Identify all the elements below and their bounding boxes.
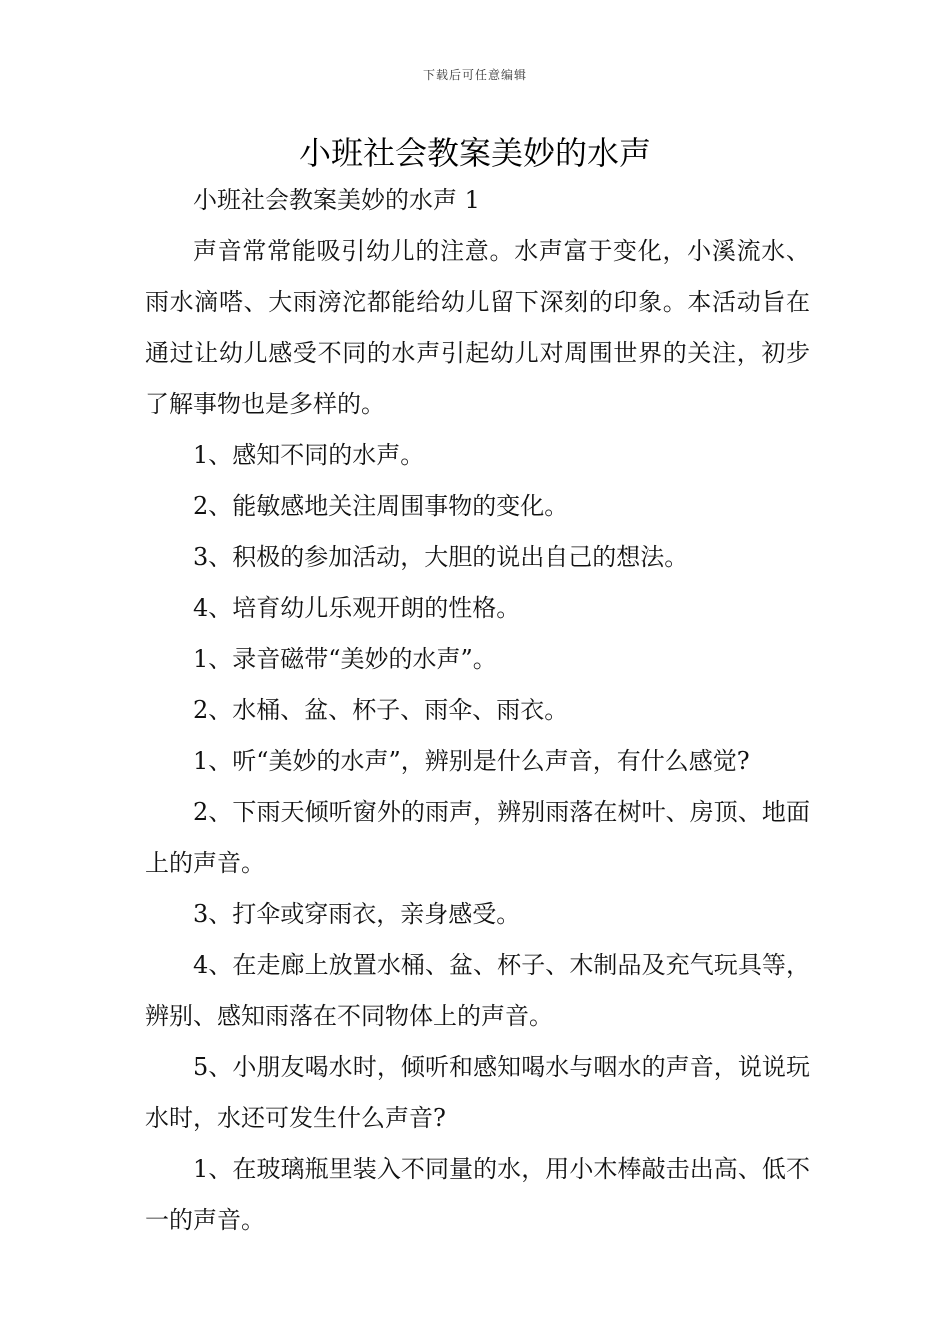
activity-item: 1、听“美妙的水声”，辨别是什么声音，有什么感觉? — [193, 747, 750, 775]
goal-item: 1、感知不同的水声。 — [193, 441, 425, 469]
intro-paragraph: 声音常常能吸引幼儿的注意。水声富于变化，小溪流水、雨水滴嗒、大雨滂沱都能给幼儿留下深刻的印象。本活动旨在通过让幼儿感受不同的水声引起幼儿对周围世界的关注，初步了解事物也是多样的。 — [145, 237, 810, 418]
header-note: 下载后可任意编辑 — [422, 68, 527, 82]
goal-item: 2、能敏感地关注周围事物的变化。 — [193, 492, 569, 520]
activity-item: 5、小朋友喝水时，倾听和感知喝水与咽水的声音，说说玩水时，水还可发生什么声音? — [145, 1053, 810, 1132]
goal-item: 3、积极的参加活动，大胆的说出自己的想法。 — [193, 543, 689, 571]
activity-item: 2、下雨天倾听窗外的雨声，辨别雨落在树叶、房顶、地面上的声音。 — [145, 798, 810, 877]
activity-item: 4、在走廊上放置水桶、盆、杯子、木制品及充气玩具等，辨别、感知雨落在不同物体上的声音。 — [145, 951, 810, 1030]
goal-item: 4、培育幼儿乐观开朗的性格。 — [193, 594, 521, 622]
activity-item: 3、打伞或穿雨衣，亲身感受。 — [193, 900, 521, 928]
section-heading: 小班社会教案美妙的水声 1 — [193, 186, 480, 214]
document-body — [145, 175, 810, 1246]
extension-item: 1、在玻璃瓶里装入不同量的水，用小木棒敲击出高、低不一的声音。 — [145, 1155, 810, 1234]
material-item: 1、录音磁带“美妙的水声”。 — [193, 645, 497, 673]
material-item: 2、水桶、盆、杯子、雨伞、雨衣。 — [193, 696, 569, 724]
document-title: 小班社会教案美妙的水声 — [298, 134, 651, 172]
